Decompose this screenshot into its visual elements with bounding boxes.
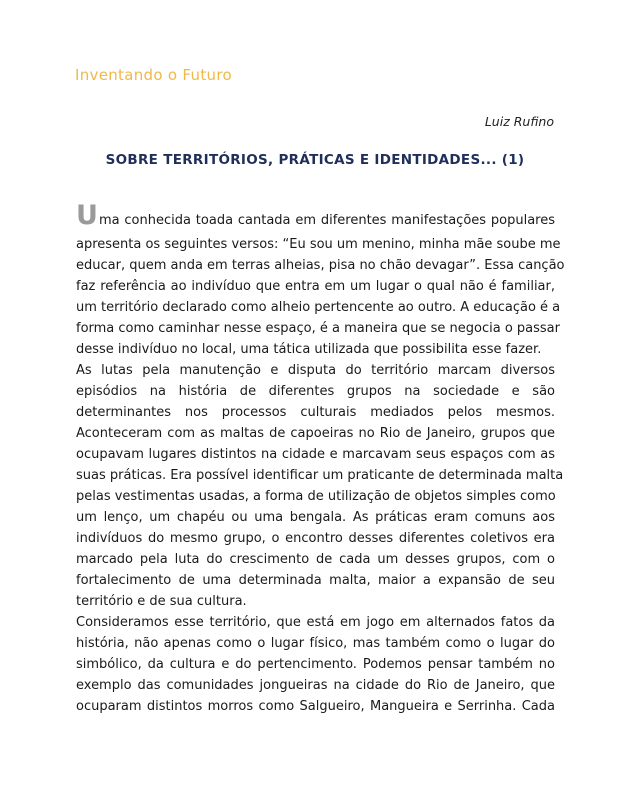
publication-title: Inventando o Futuro [75,66,232,84]
text-line: episódios na história de diferentes grupos na sociedade e são [76,384,555,399]
text-line: história, não apenas como o lugar físico, mas também como o lugar do [76,636,555,651]
first-line-text: ma conhecida toada cantada em diferentes manifestações populares [98,213,555,228]
text-line: território e de sua cultura. [76,594,247,609]
text-line: Consideramos esse território, que está em jogo em alternados fatos da [76,615,555,630]
text-line: determinantes nos processos culturais mediados pelos mesmos. [76,405,555,420]
text-line: indivíduos do mesmo grupo, o encontro desses diferentes coletivos era [76,531,555,546]
drop-cap: U [76,200,98,231]
text-line: apresenta os seguintes versos: “Eu sou um menino, minha mãe soube me [76,237,561,252]
text-line: fortalecimento de uma determinada malta, maior a expansão de seu [76,573,555,588]
text-line: forma como caminhar nesse espaço, é a maneira que se negocia o passar [76,321,560,336]
first-line [76,198,555,234]
text-line: Aconteceram com as maltas de capoeiras no Rio de Janeiro, grupos que [76,426,555,441]
text-line: ocuparam distintos morros como Salgueiro, Mangueira e Serrinha. Cada [76,699,555,714]
article-title: SOBRE TERRITÓRIOS, PRÁTICAS E IDENTIDADES... (1) [105,152,525,168]
text-line: educar, quem anda em terras alheias, pisa no chão devagar”. Essa canção [76,258,565,273]
text-line: um lenço, um chapéu ou uma bengala. As práticas eram comuns aos [76,510,555,525]
text-line: As lutas pela manutenção e disputa do território marcam diversos [76,363,555,378]
text-line: desse indivíduo no local, uma tática utilizada que possibilita esse fazer. [76,342,542,357]
article-author: Luiz Rufino [484,114,554,129]
text-line: exemplo das comunidades jongueiras na cidade do Rio de Janeiro, que [76,678,555,693]
text-line: ocupavam lugares distintos na cidade e marcavam seus espaços com as [76,447,555,462]
text-line: um território declarado como alheio pertencente ao outro. A educação é a [76,300,561,315]
text-line: marcado pela luta do crescimento de cada um desses grupos, com o [76,552,555,567]
text-line: simbólico, da cultura e do pertencimento. Podemos pensar também no [76,657,555,672]
article-body [76,198,565,717]
text-line: faz referência ao indivíduo que entra em um lugar o qual não é familiar, [76,279,555,294]
text-line: pelas vestimentas usadas, a forma de utilização de objetos simples como [76,489,556,504]
text-line: suas práticas. Era possível identificar um praticante de determinada malta [76,468,564,483]
